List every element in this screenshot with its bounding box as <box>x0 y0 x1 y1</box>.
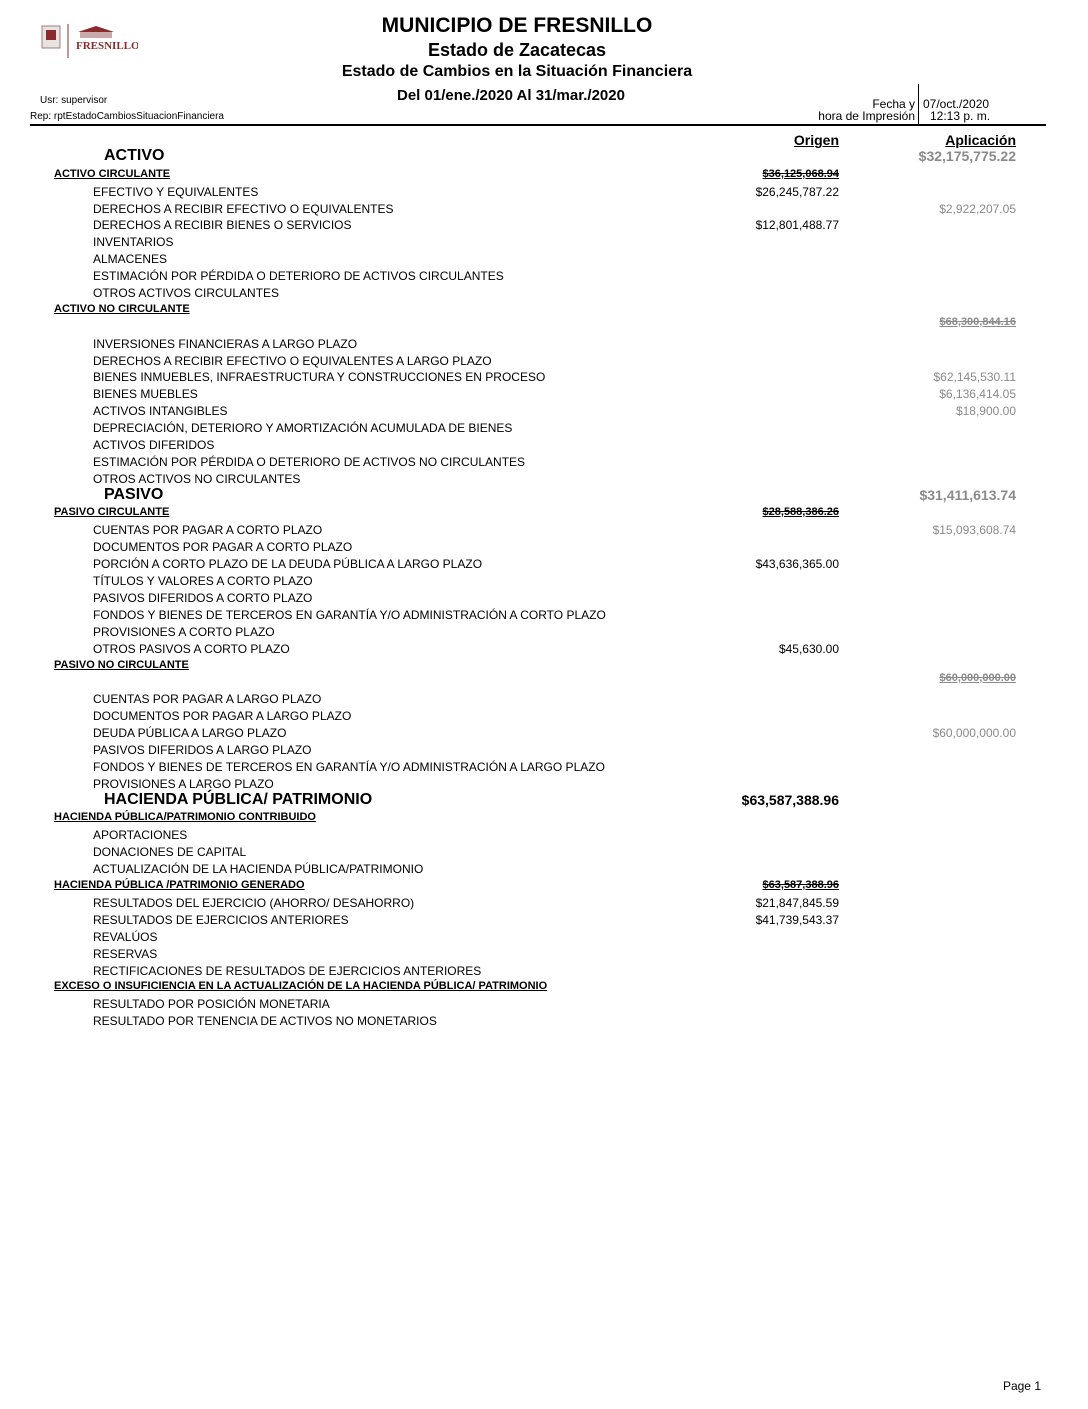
report-title: Estado de Cambios en la Situación Financiera <box>341 63 693 80</box>
row-label: RESULTADOS DE EJERCICIOS ANTERIORES <box>93 913 349 927</box>
row-label: ACTIVO NO CIRCULANTE <box>54 303 190 315</box>
account-row <box>0 421 1088 438</box>
account-row <box>0 269 1088 286</box>
account-row <box>0 404 1088 421</box>
aplicacion-amount: $60,000,000.00 <box>932 726 1016 740</box>
account-row <box>0 642 1088 659</box>
aplicacion-column-header: Aplicación <box>945 132 1016 148</box>
account-row <box>0 862 1088 879</box>
row-label: ACTIVO CIRCULANTE <box>54 168 171 180</box>
account-row <box>0 387 1088 404</box>
account-row <box>0 185 1088 202</box>
print-date: 07/oct./2020 <box>923 97 990 111</box>
account-row <box>0 997 1088 1014</box>
row-label: RESULTADO POR TENENCIA DE ACTIVOS NO MONETARIOS <box>93 1014 437 1028</box>
account-row <box>0 591 1088 608</box>
page-number: Page 1 <box>1002 1379 1041 1393</box>
print-date-label: Fecha y <box>872 97 915 111</box>
account-row <box>0 828 1088 845</box>
account-row <box>0 964 1088 981</box>
account-row <box>0 608 1088 625</box>
subsection-row <box>0 506 1088 523</box>
row-label: PASIVO <box>104 486 164 503</box>
row-label: DERECHOS A RECIBIR BIENES O SERVICIOS <box>93 218 352 232</box>
row-label: REVALÚOS <box>93 930 158 944</box>
row-label: OTROS PASIVOS A CORTO PLAZO <box>93 642 290 656</box>
row-label: ACTIVO <box>104 147 165 164</box>
print-time-label: hora de Impresión <box>818 109 915 123</box>
row-label: ACTIVOS INTANGIBLES <box>93 404 228 418</box>
row-label: PORCIÓN A CORTO PLAZO DE LA DEUDA PÚBLICA A LARGO PLAZO <box>93 557 483 571</box>
row-label: TÍTULOS Y VALORES A CORTO PLAZO <box>93 574 313 588</box>
origen-amount: $26,245,787.22 <box>755 185 839 199</box>
row-label: BIENES INMUEBLES, INFRAESTRUCTURA Y CONSTRUCCIONES EN PROCESO <box>93 370 546 384</box>
row-label: PROVISIONES A CORTO PLAZO <box>93 625 275 639</box>
account-row <box>0 930 1088 947</box>
row-label: DONACIONES DE CAPITAL <box>93 845 247 859</box>
origen-amount: $28,588,386.26 <box>762 506 839 518</box>
subsection-row <box>0 659 1088 684</box>
subsection-row <box>0 811 1088 828</box>
row-label: RECTIFICACIONES DE RESULTADOS DE EJERCICIOS ANTERIORES <box>93 964 482 978</box>
row-label: CUENTAS POR PAGAR A LARGO PLAZO <box>93 692 322 706</box>
aplicacion-amount: $62,145,530.11 <box>933 370 1016 384</box>
row-label: OTROS ACTIVOS NO CIRCULANTES <box>93 472 301 486</box>
row-label: BIENES MUEBLES <box>93 387 198 401</box>
section-row <box>0 147 1088 167</box>
row-label: PASIVOS DIFERIDOS A LARGO PLAZO <box>93 743 312 757</box>
origen-amount: $12,801,488.77 <box>755 218 839 232</box>
row-label: FONDOS Y BIENES DE TERCEROS EN GARANTÍA Y/O ADMINISTRACIÓN A LARGO PLAZO <box>93 760 605 774</box>
account-row <box>0 709 1088 726</box>
origen-amount: $41,739,543.37 <box>755 913 839 927</box>
row-label: ESTIMACIÓN POR PÉRDIDA O DETERIORO DE ACTIVOS CIRCULANTES <box>93 269 504 283</box>
row-label: DOCUMENTOS POR PAGAR A CORTO PLAZO <box>93 540 353 554</box>
account-row <box>0 523 1088 540</box>
account-row <box>0 726 1088 743</box>
aplicacion-amount: $2,922,207.05 <box>939 202 1016 216</box>
account-row <box>0 625 1088 642</box>
aplicacion-amount: $15,093,608.74 <box>932 523 1016 537</box>
header-divider <box>918 84 919 124</box>
account-row <box>0 455 1088 472</box>
origen-amount: $21,847,845.59 <box>755 896 839 910</box>
subsection-row <box>0 168 1088 185</box>
period-range: Del 01/ene./2020 Al 31/mar./2020 <box>397 87 625 104</box>
section-row <box>0 791 1088 811</box>
origen-amount: $43,636,365.00 <box>755 557 839 571</box>
account-row <box>0 1014 1088 1031</box>
row-label: DERECHOS A RECIBIR EFECTIVO O EQUIVALENTES <box>93 202 394 216</box>
municipio-title: MUNICIPIO DE FRESNILLO <box>381 14 653 37</box>
row-label: ACTUALIZACIÓN DE LA HACIENDA PÚBLICA/PATRIMONIO <box>93 862 424 876</box>
section-row <box>0 486 1088 506</box>
origen-column-header: Origen <box>793 132 839 148</box>
row-label: PROVISIONES A LARGO PLAZO <box>93 777 274 791</box>
row-label: HACIENDA PÚBLICA/PATRIMONIO CONTRIBUIDO <box>54 811 316 823</box>
report-id-label: Rep: rptEstadoCambiosSituacionFinanciera <box>30 111 224 122</box>
row-label: EFECTIVO Y EQUIVALENTES <box>93 185 259 199</box>
row-label: RESULTADOS DEL EJERCICIO (AHORRO/ DESAHORRO) <box>93 896 415 910</box>
row-label: PASIVO CIRCULANTE <box>54 506 170 518</box>
row-label: ACTIVOS DIFERIDOS <box>93 438 215 452</box>
row-label: RESERVAS <box>93 947 158 961</box>
print-time: 12:13 p. m. <box>930 109 991 123</box>
row-label: DEUDA PÚBLICA A LARGO PLAZO <box>93 726 287 740</box>
row-label: RESULTADO POR POSICIÓN MONETARIA <box>93 997 330 1011</box>
account-row <box>0 743 1088 760</box>
aplicacion-amount: $31,411,613.74 <box>919 487 1016 503</box>
row-label: INVERSIONES FINANCIERAS A LARGO PLAZO <box>93 337 358 351</box>
row-label: FONDOS Y BIENES DE TERCEROS EN GARANTÍA Y/O ADMINISTRACIÓN A CORTO PLAZO <box>93 608 606 622</box>
row-label: ALMACENES <box>93 252 168 266</box>
account-row <box>0 354 1088 371</box>
row-label: OTROS ACTIVOS CIRCULANTES <box>93 286 280 300</box>
account-row <box>0 286 1088 303</box>
row-label: CUENTAS POR PAGAR A CORTO PLAZO <box>93 523 323 537</box>
aplicacion-amount: $68,300,844.16 <box>939 316 1016 328</box>
row-label: EXCESO O INSUFICIENCIA EN LA ACTUALIZACIÓN DE LA HACIENDA PÚBLICA/ PATRIMONIO <box>54 980 548 992</box>
row-label: DOCUMENTOS POR PAGAR A LARGO PLAZO <box>93 709 352 723</box>
row-label: ESTIMACIÓN POR PÉRDIDA O DETERIORO DE ACTIVOS NO CIRCULANTES <box>93 455 526 469</box>
subsection-row <box>0 879 1088 896</box>
row-label: HACIENDA PÚBLICA /PATRIMONIO GENERADO <box>54 879 305 891</box>
row-label: HACIENDA PÚBLICA/ PATRIMONIO <box>104 791 373 808</box>
account-row <box>0 947 1088 964</box>
origen-amount: $63,587,388.96 <box>741 792 839 808</box>
origen-amount: $36,125,068.94 <box>762 168 839 180</box>
estado-title: Estado de Zacatecas <box>427 40 607 60</box>
row-label: PASIVOS DIFERIDOS A CORTO PLAZO <box>93 591 313 605</box>
row-label: PASIVO NO CIRCULANTE <box>54 659 189 671</box>
header-rule <box>30 124 1046 126</box>
account-row <box>0 438 1088 455</box>
account-row <box>0 202 1088 219</box>
subsection-row <box>0 303 1088 328</box>
row-label: DEPRECIACIÓN, DETERIORO Y AMORTIZACIÓN ACUMULADA DE BIENES <box>93 421 513 435</box>
account-row <box>0 337 1088 354</box>
account-row <box>0 370 1088 387</box>
svg-text:FRESNILLO: FRESNILLO <box>76 40 138 52</box>
origen-amount: $63,587,388.96 <box>762 879 839 891</box>
row-label: INVENTARIOS <box>93 235 174 249</box>
account-row <box>0 235 1088 252</box>
account-row <box>0 574 1088 591</box>
aplicacion-amount: $18,900.00 <box>955 404 1016 418</box>
account-row <box>0 845 1088 862</box>
subsection-row <box>0 980 1088 997</box>
account-row <box>0 540 1088 557</box>
account-row <box>0 913 1088 930</box>
account-row <box>0 557 1088 574</box>
aplicacion-amount: $32,175,775.22 <box>918 148 1016 164</box>
row-label: DERECHOS A RECIBIR EFECTIVO O EQUIVALENTES A LARGO PLAZO <box>93 354 492 368</box>
aplicacion-amount: $60,000,000.00 <box>939 672 1016 684</box>
account-row <box>0 692 1088 709</box>
account-row <box>0 760 1088 777</box>
account-row <box>0 218 1088 235</box>
account-row <box>0 252 1088 269</box>
row-label: APORTACIONES <box>93 828 188 842</box>
user-label: Usr: supervisor <box>40 95 108 106</box>
account-row <box>0 896 1088 913</box>
origen-amount: $45,630.00 <box>778 642 839 656</box>
aplicacion-amount: $6,136,414.05 <box>939 387 1016 401</box>
